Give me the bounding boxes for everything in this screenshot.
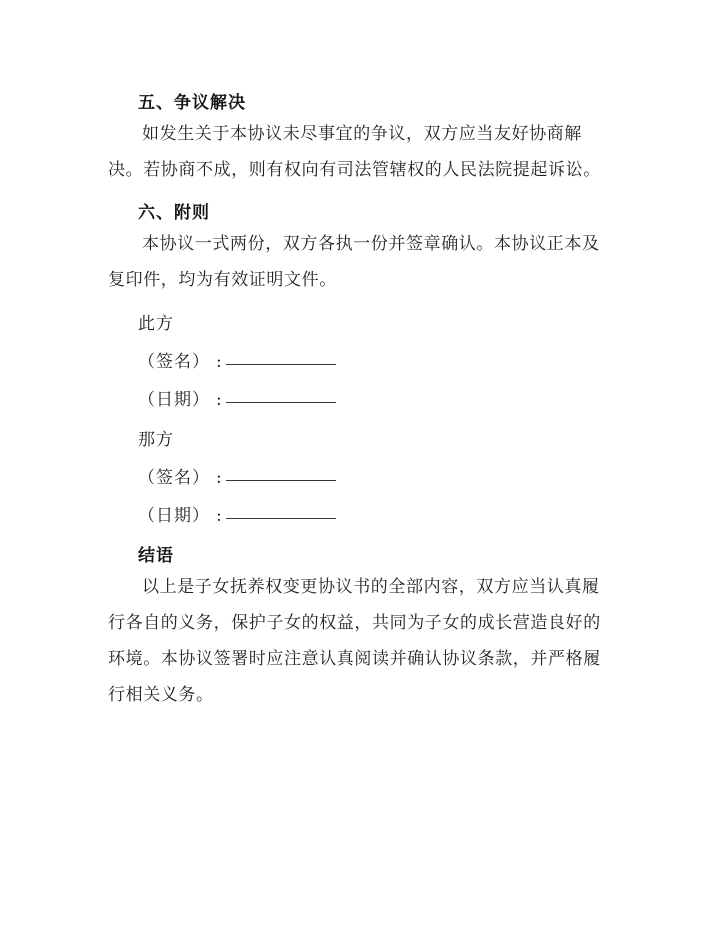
date-label: （日期） <box>138 506 210 526</box>
colon: : <box>216 506 222 526</box>
date-blank-line <box>226 401 336 403</box>
signature-blank-line <box>226 479 336 481</box>
party-b-label: 那方 <box>138 430 174 450</box>
signature-blank-line <box>226 363 336 365</box>
party-b-date-field <box>138 501 336 526</box>
section-heading-dispute: 五、争议解决 <box>138 93 246 113</box>
colon: : <box>216 352 222 372</box>
colon: : <box>216 390 222 410</box>
section-heading-conclusion: 结语 <box>138 546 174 566</box>
section-heading-appendix: 六、附则 <box>138 203 210 223</box>
party-b-signature-field <box>138 463 336 488</box>
date-blank-line <box>226 517 336 519</box>
colon: : <box>216 468 222 488</box>
signature-label: （签名） <box>138 352 210 372</box>
section-paragraph-dispute: 如发生关于本协议未尽事宜的争议，双方应当友好协商解决。若协商不成，则有权向有司法管辖权的人民法院提起诉讼。 <box>108 124 601 180</box>
party-a-date-field <box>138 385 336 410</box>
party-a-signature-field <box>138 347 336 372</box>
party-a-label: 此方 <box>138 314 174 334</box>
signature-label: （签名） <box>138 468 210 488</box>
date-label: （日期） <box>138 390 210 410</box>
section-paragraph-appendix: 本协议一式两份，双方各执一份并签章确认。本协议正本及复印件，均为有效证明文件。 <box>108 234 600 290</box>
section-paragraph-conclusion: 以上是子女抚养权变更协议书的全部内容，双方应当认真履行各自的义务，保护子女的权益，共同为子女的成长营造良好的环境。本协议签署时应注意认真阅读并确认协议条款，并严格履行相关义务。 <box>108 577 601 705</box>
